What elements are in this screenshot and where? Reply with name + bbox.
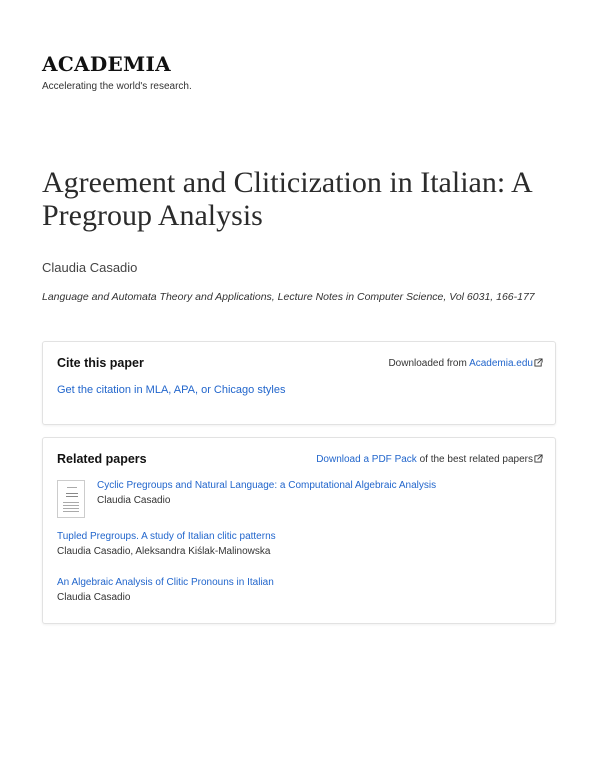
pdf-pack-link[interactable]: Download a PDF Pack	[316, 454, 417, 465]
paper-thumbnail[interactable]	[57, 480, 85, 518]
cite-card	[42, 341, 556, 425]
related-item	[97, 480, 436, 506]
paper-author: Claudia Casadio	[42, 260, 138, 275]
related-item-authors: Claudia Casadio	[57, 592, 131, 603]
related-item	[57, 531, 276, 557]
academia-link[interactable]: Academia.edu	[469, 358, 533, 369]
downloaded-prefix: Downloaded from	[388, 358, 470, 369]
paper-venue: Language and Automata Theory and Applications, Lecture Notes in Computer Science, Vol 6031, 166-177	[42, 291, 535, 303]
downloaded-from	[388, 358, 543, 369]
related-item-title[interactable]: An Algebraic Analysis of Clitic Pronouns in Italian	[57, 577, 274, 588]
related-item	[57, 577, 274, 603]
external-link-icon[interactable]	[534, 454, 543, 463]
tagline: Accelerating the world's research.	[42, 81, 192, 92]
cite-heading: Cite this paper	[57, 356, 144, 370]
related-papers-card	[42, 437, 556, 624]
academia-logo: ACADEMIA	[42, 52, 171, 76]
paper-title: Agreement and Cliticization in Italian: A Pregroup Analysis	[42, 166, 532, 232]
related-heading: Related papers	[57, 452, 147, 466]
citation-styles-link[interactable]: Get the citation in MLA, APA, or Chicago styles	[57, 384, 286, 396]
pdf-pack-suffix: of the best related papers	[416, 454, 533, 465]
external-link-icon[interactable]	[534, 358, 543, 367]
related-item-title[interactable]: Cyclic Pregroups and Natural Language: a Computational Algebraic Analysis	[97, 480, 437, 491]
related-item-authors: Claudia Casadio	[97, 495, 171, 506]
related-item-title[interactable]: Tupled Pregroups. A study of Italian clitic patterns	[57, 531, 276, 542]
pdf-pack	[316, 454, 543, 465]
related-item-authors: Claudia Casadio, Aleksandra Kiślak-Malinowska	[57, 546, 271, 557]
